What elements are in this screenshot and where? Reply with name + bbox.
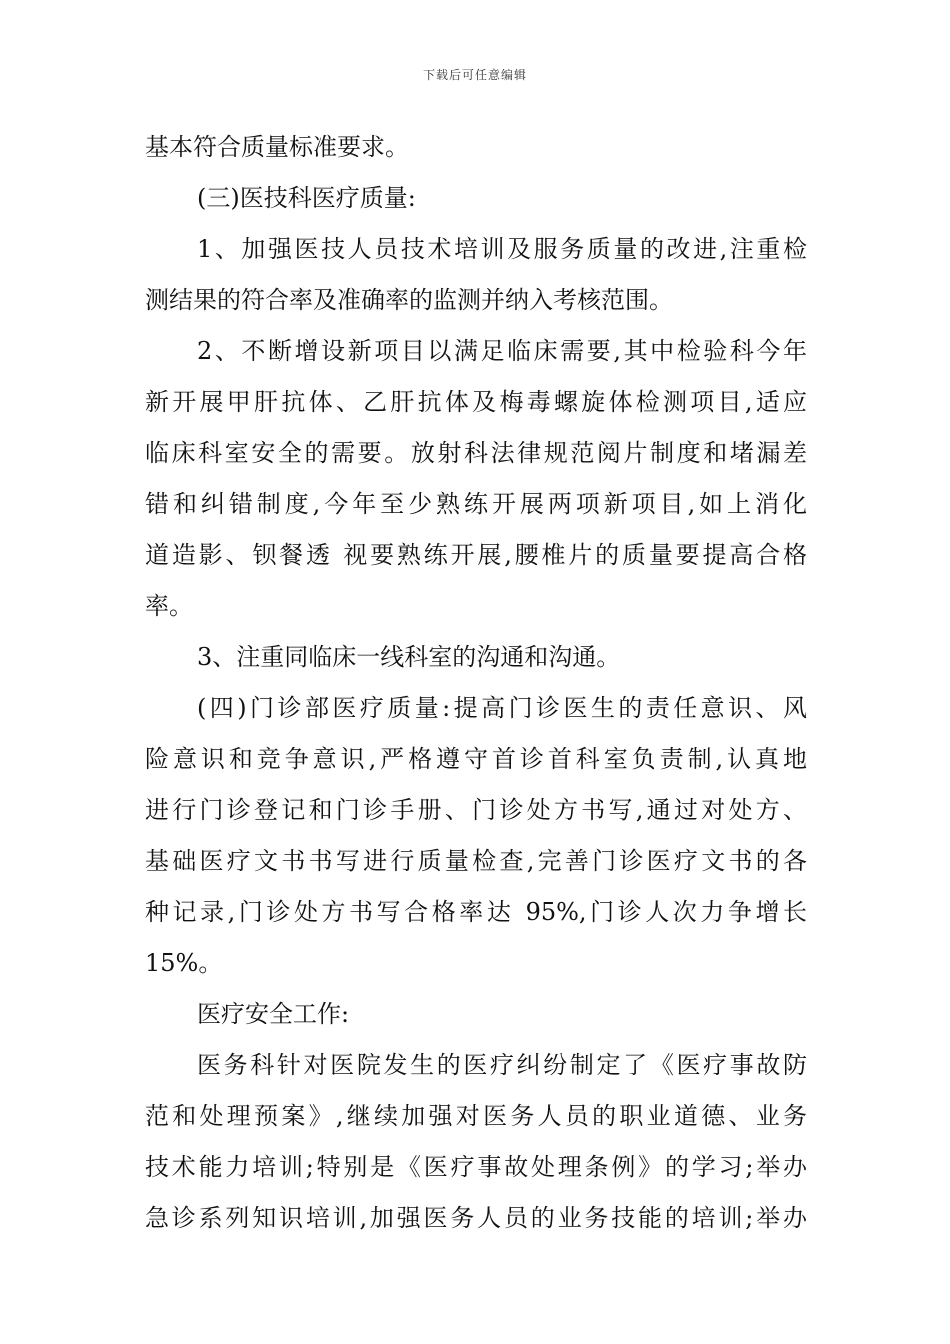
text-line: 基本符合质量标准要求。 [145,133,409,161]
text-line: 技术能力培训;特别是《医疗事故处理条例》的学习;举办 [145,1153,807,1181]
text-line: 进行门诊登记和门诊手册、门诊处方书写,通过对处方、 [145,796,807,824]
document-body [145,122,807,1244]
text-line: 错和纠错制度,今年至少熟练开展两项新项目,如上消化 [145,490,807,518]
text-line: 基础医疗文书书写进行质量检查,完善门诊医疗文书的各 [145,847,807,875]
text-line: 范和处理预案》,继续加强对医务人员的职业道德、业务 [145,1102,807,1130]
text-line: (三)医技科医疗质量: [197,184,416,212]
text-line: 急诊系列知识培训,加强医务人员的业务技能的培训;举办 [145,1204,807,1232]
text-line: 险意识和竞争意识,严格遵守首诊首科室负责制,认真地 [145,745,807,773]
text-line: 率。 [145,592,193,620]
text-line: 临床科室安全的需要。放射科法律规范阅片制度和堵漏差 [145,439,807,467]
text-line: 道造影、钡餐透 视要熟练开展,腰椎片的质量要提高合格 [145,541,807,569]
text-line: 2、不断增设新项目以满足临床需要,其中检验科今年 [197,337,807,365]
text-line: 医疗安全工作: [197,1000,350,1028]
text-line: 种记录,门诊处方书写合格率达 95%,门诊人次力争增长 [145,898,807,926]
text-line: 1、加强医技人员技术培训及服务质量的改进,注重检 [197,235,807,263]
text-line: (四)门诊部医疗质量:提高门诊医生的责任意识、风 [197,694,807,722]
text-line: 3、注重同临床一线科室的沟通和沟通。 [197,643,621,671]
text-line: 15%。 [145,949,223,977]
text-line: 医务科针对医院发生的医疗纠纷制定了《医疗事故防 [197,1051,807,1079]
text-line: 测结果的符合率及准确率的监测并纳入考核范围。 [145,286,673,314]
text-line: 新开展甲肝抗体、乙肝抗体及梅毒螺旋体检测项目,适应 [145,388,807,416]
page-header: 下载后可任意编辑 [422,68,527,82]
